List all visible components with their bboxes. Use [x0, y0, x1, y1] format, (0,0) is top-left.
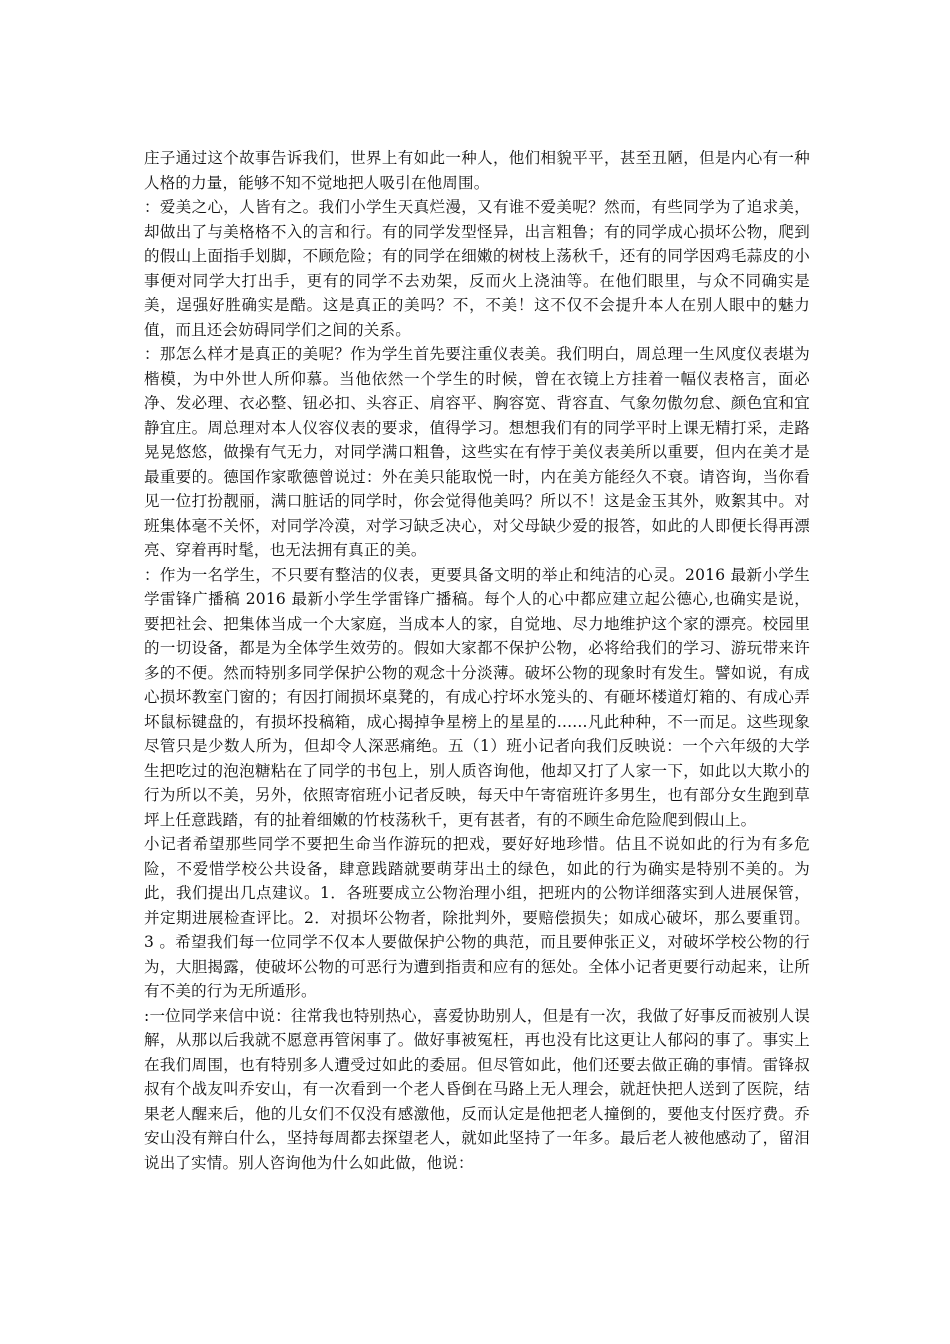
- document-body: [144, 146, 810, 1175]
- paragraph-reporter-suggestions: 小记者希望那些同学不要把生命当作游玩的把戏，要好好地珍惜。估且不说如此的行为有多危险，不爱惜学校公共设备，肆意践踏就要萌芽出土的绿色，如此的行为确实是特别不美的。为此，我们提出几点建议。1．各班要成立公物治理小组，把班内的公物详细落实到人进展保管，并定期进展检查评比。2．对损坏公物者，除批判外，要赔偿损失；如成心破坏，那么要重罚。 3 。希望我们每一位同学不仅本人要做保护公物的典范，而且要伸张正义，对破坏学校公物的行为，大胆揭露，使破坏公物的可恶行为遭到指责和应有的惩处。全体小记者更要行动起来，让所有不美的行为无所遁形。: [144, 835, 810, 1000]
- paragraph-letter: :一位同学来信中说：往常我也特别热心，喜爱协助别人，但是有一次，我做了好事反而被别人误解，从那以后我就不愿意再管闲事了。做好事被冤枉，再也没有比这更让人郁闷的事了。事实上在我们周围，也有特别多人遭受过如此的委屈。但尽管如此，他们还要去做正确的事情。雷锋叔叔有个战友叫乔安山，有一次看到一个老人昏倒在马路上无人理会，就赶快把人送到了医院，结果老人醒来后，他的儿女们不仅没有感激他，反而认定是他把老人撞倒的，要他支付医疗费。乔安山没有辩白什么，坚持每周都去探望老人，就如此坚持了一年多。最后老人被他感动了，留泪说出了实情。别人咨询他为什么如此做，他说：: [144, 1006, 810, 1172]
- paragraph-public-property: ：作为一名学生，不只要有整洁的仪表，更要具备文明的举止和纯洁的心灵。2016 最新小学生学雷锋广播稿 2016 最新小学生学雷锋广播稿。每个人的心中都应建立起公德心,也确实是说，要把社会、把集体当成一个大家庭，当成本人的家，自觉地、尽力地维护这个家的漂亮。校园里的一切设备，都是为全体学生效劳的。假如大家都不保护公物，必将给我们的学习、游玩带来许多的不便。然而特别多同学保护公物的观念十分淡薄。破坏公物的现象时有发生。譬如说，有成心损坏教室门窗的；有因打闹损坏桌凳的，有成心拧坏水笼头的、有砸坏楼道灯箱的、有成心弄坏鼠标键盘的，有损坏投稿箱，成心揭掉争星榜上的星星的......凡此种种，不一而足。这些现象尽管只是少数人所为，但却令人深恶痛绝。五（1）班小记者向我们反映说：一个六年级的大学生把吃过的泡泡糖粘在了同学的书包上，别人质咨询他，他却又打了人家一下，如此以大欺小的行为所以不美，另外，依照寄宿班小记者反映，每天中午寄宿班许多男生，也有部分女生跑到草坪上任意践踏，有的扯着细嫩的竹枝荡秋千，更有甚者，有的不顾生命危险爬到假山上。: [144, 565, 810, 829]
- paragraph-true-beauty: ：那怎么样才是真正的美呢？作为学生首先要注重仪表美。我们明白，周总理一生风度仪表堪为楷模，为中外世人所仰慕。当他依然一个学生的时候，曾在衣镜上方挂着一幅仪表格言，面必净、发必理、衣必整、钮必扣、头容正、肩容平、胸容宽、背容直、气象勿傲勿怠、颜色宜和宜静宜庄。周总理对本人仪容仪表的要求，值得学习。想想我们有的同学平时上课无精打采，走路晃晃悠悠，做操有气无力，对同学满口粗鲁，这些实在有悖于美仪表美所以重要，但内在美才是最重要的。德国作家歌德曾说过：外在美只能取悦一时，内在美方能经久不衰。请咨询，当你看见一位打扮靓丽，满口脏话的同学时，你会觉得他美吗？所以不！这是金玉其外，败絮其中。对班集体毫不关怀，对同学冷漠，对学习缺乏决心，对父母缺少爱的报答，如此的人即便长得再漂亮、穿着再时髦，也无法拥有真正的美。: [144, 345, 810, 559]
- paragraph-love-of-beauty: ：爱美之心，人皆有之。我们小学生天真烂漫，又有谁不爱美呢？然而，有些同学为了追求美，却做出了与美格格不入的言和行。有的同学发型怪异，出言粗鲁；有的同学成心损坏公物，爬到的假山上面指手划脚，不顾危险；有的同学在细嫩的树枝上荡秋千，还有的同学因鸡毛蒜皮的小事便对同学大打出手，更有的同学不去劝架，反而火上浇油等。在他们眼里，与众不同确实是美，逞强好胜确实是酷。这是真正的美吗？不，不美！这不仅不会提升本人在别人眼中的魅力值，而且还会妨碍同学们之间的关系。: [144, 198, 810, 339]
- paragraph-zhuangzi: 庄子通过这个故事告诉我们，世界上有如此一种人，他们相貌平平，甚至丑陋，但是内心有一种人格的力量，能够不知不觉地把人吸引在他周围。: [144, 149, 810, 192]
